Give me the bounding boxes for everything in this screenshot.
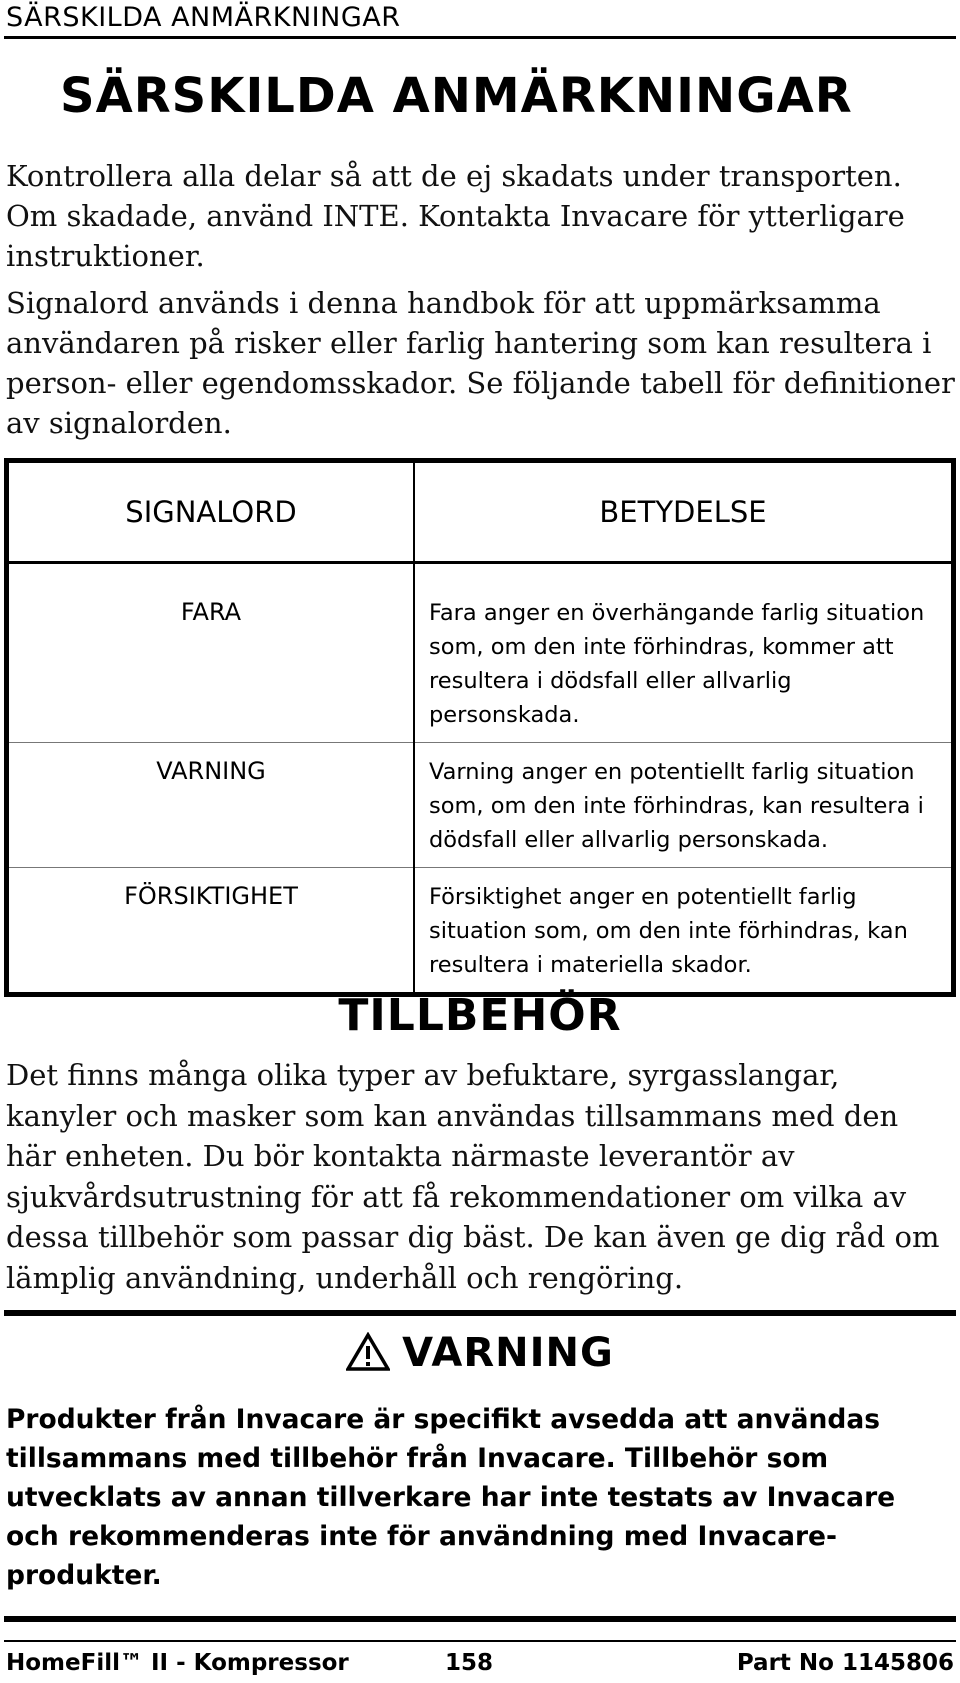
accessories-paragraph: Det finns många olika typer av befuktare, syrgasslangar, kanyler och masker som kan användas tillsammans med den här enheten. Du bör kontakta närmaste leverantör av sjukvårdsutrustning för att få rekommendationer om vilka av dessa tillbehör som passar dig bäst. De kan även ge dig råd om lämplig användning, underhåll och rengöring. [6,1058,940,1295]
warning-triangle-icon [346,1332,390,1372]
signal-term-danger: FARA [7,563,415,743]
warning-title: VARNING [402,1330,614,1376]
section-title-accessories: TILLBEHÖR [338,990,622,1041]
column-header-meaning: BETYDELSE [414,461,954,563]
warning-bottom-rule [4,1616,956,1622]
signal-term-warning: VARNING [7,743,415,868]
signal-definition-warning: Varning anger en potentiellt farlig situation som, om den inte förhindras, kan resultera i dödsfall eller allvarlig personskada. [414,743,954,868]
table-header-row [7,461,954,563]
running-header: SÄRSKILDA ANMÄRKNINGAR [6,2,401,33]
warning-body: Produkter från Invacare är specifikt avsedda att användas tillsammans med tillbehör från Invacare. Tillbehör som utvecklats av annan tillverkare har inte testats av Invacare och rekommenderas inte för användning med Invacare-produkter. [6,1404,896,1591]
table-row [7,563,954,743]
warning-heading [0,1330,960,1376]
section-title-special-notes: SÄRSKILDA ANMÄRKNINGAR [60,68,853,124]
intro-paragraph-signal-words: Signalord används i denna handbok för att uppmärksamma användaren på risker eller farlig hantering som kan resultera i person- eller egendomsskador. Se följande tabell för definitioner av signalorden. [6,286,955,440]
signal-term-caution: FÖRSIKTIGHET [7,868,415,995]
footer-page-number: 158 [445,1650,494,1676]
signal-word-table [4,458,956,997]
header-rule [4,36,956,39]
signal-definition-danger: Fara anger en överhängande farlig situation som, om den inte förhindras, kommer att resultera i dödsfall eller allvarlig personskada. [429,600,925,728]
footer-rule [4,1640,956,1642]
table-row [7,868,954,995]
footer-part-number: Part No 1145806 [736,1650,954,1676]
warning-top-rule [4,1310,956,1316]
table-row [7,743,954,868]
column-header-signal-word: SIGNALORD [7,461,415,563]
signal-definition-caution: Försiktighet anger en potentiellt farlig situation som, om den inte förhindras, kan resultera i materiella skador. [414,868,954,995]
intro-paragraph-transport: Kontrollera alla delar så att de ej skadats under transporten. Om skadade, använd INTE. Kontakta Invacare för ytterligare instruktioner. [6,159,905,273]
footer-product-name: HomeFill™ II - Kompressor [6,1650,349,1676]
